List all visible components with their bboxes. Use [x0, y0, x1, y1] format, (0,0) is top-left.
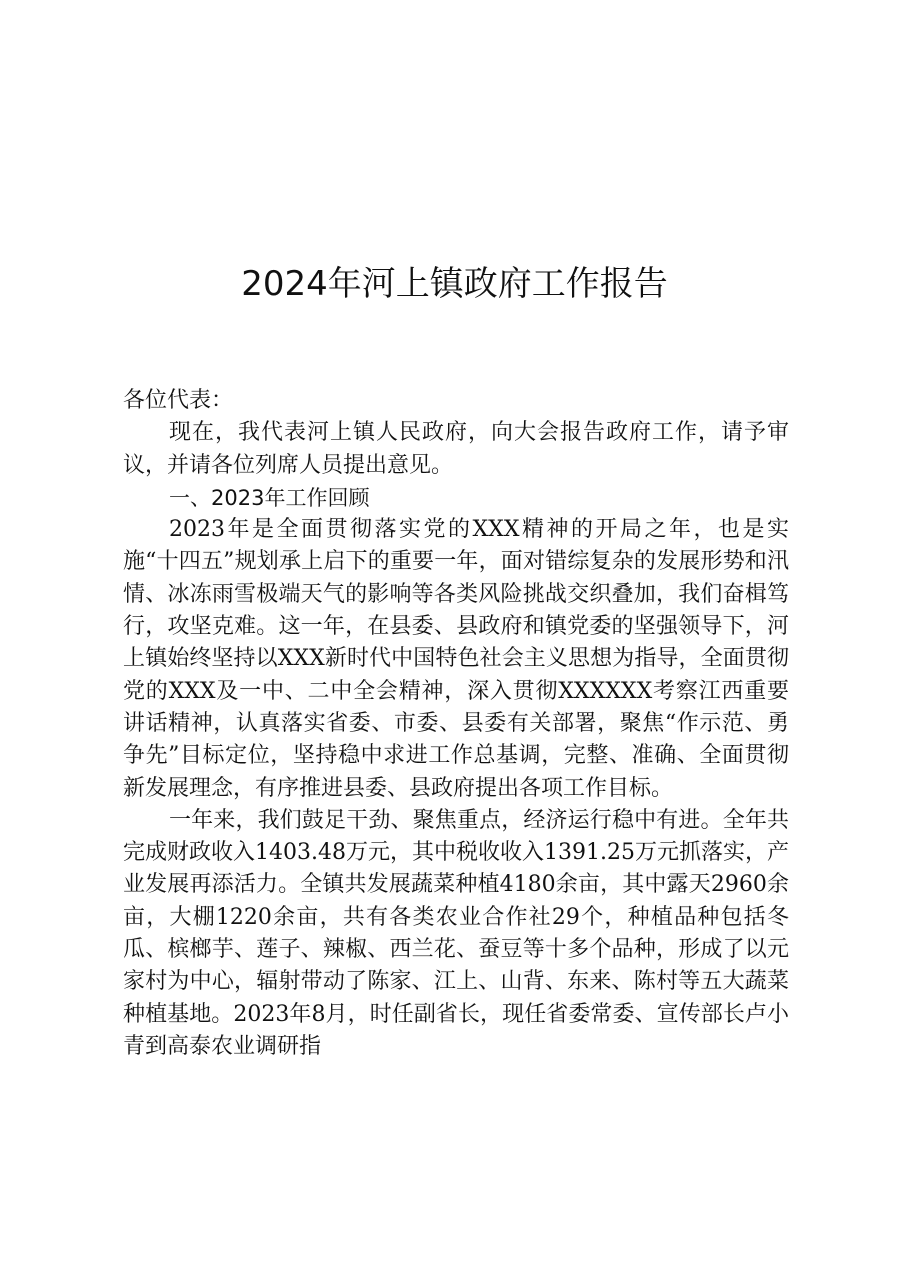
body-paragraph-1: 2023年是全面贯彻落实党的XXX精神的开局之年，也是实施“十四五”规划承上启下的重要一年，面对错综复杂的发展形势和汛情、冰冻雨雪极端天气的影响等各类风险挑战交织叠加，我们奋楫笃行，攻坚克难。这一年，在县委、县政府和镇党委的坚强领导下，河上镇始终坚持以XXX新时代中国特色社会主义思想为指导，全面贯彻党的XXX及一中、二中全会精神，深入贯彻XXXXXX考察江西重要讲话精神，认真落实省委、市委、县委有关部署，聚焦“作示范、勇争先”目标定位，坚持稳中求进工作总基调，完整、准确、全面贯彻新发展理念，有序推进县委、县政府提出各项工作目标。	[123, 517, 789, 801]
section-heading: 一、2023年工作回顾	[169, 485, 370, 510]
greeting-line: 各位代表：	[123, 388, 234, 413]
document-body	[123, 385, 789, 1063]
body-paragraph-2: 一年来，我们鼓足干劲、聚焦重点，经济运行稳中有进。全年共完成财政收入1403.48万元，其中税收收入1391.25万元抓落实，产业发展再添活力。全镇共发展蔬菜种植4180余亩，其中露天2960余亩，大棚1220余亩，共有各类农业合作社29个，种植品种包括冬瓜、槟榔芋、莲子、辣椒、西兰花、蚕豆等十多个品种，形成了以元家村为中心，辐射带动了陈家、江上、山背、东来、陈村等五大蔬菜种植基地。2023年8月，时任副省长，现任省委常委、宣传部长卢小青到高泰农业调研指	[123, 807, 789, 1059]
intro-paragraph: 现在，我代表河上镇人民政府，向大会报告政府工作，请予审议，并请各位列席人员提出意见。	[123, 420, 789, 478]
document-title: 2024年河上镇政府工作报告	[241, 264, 668, 304]
